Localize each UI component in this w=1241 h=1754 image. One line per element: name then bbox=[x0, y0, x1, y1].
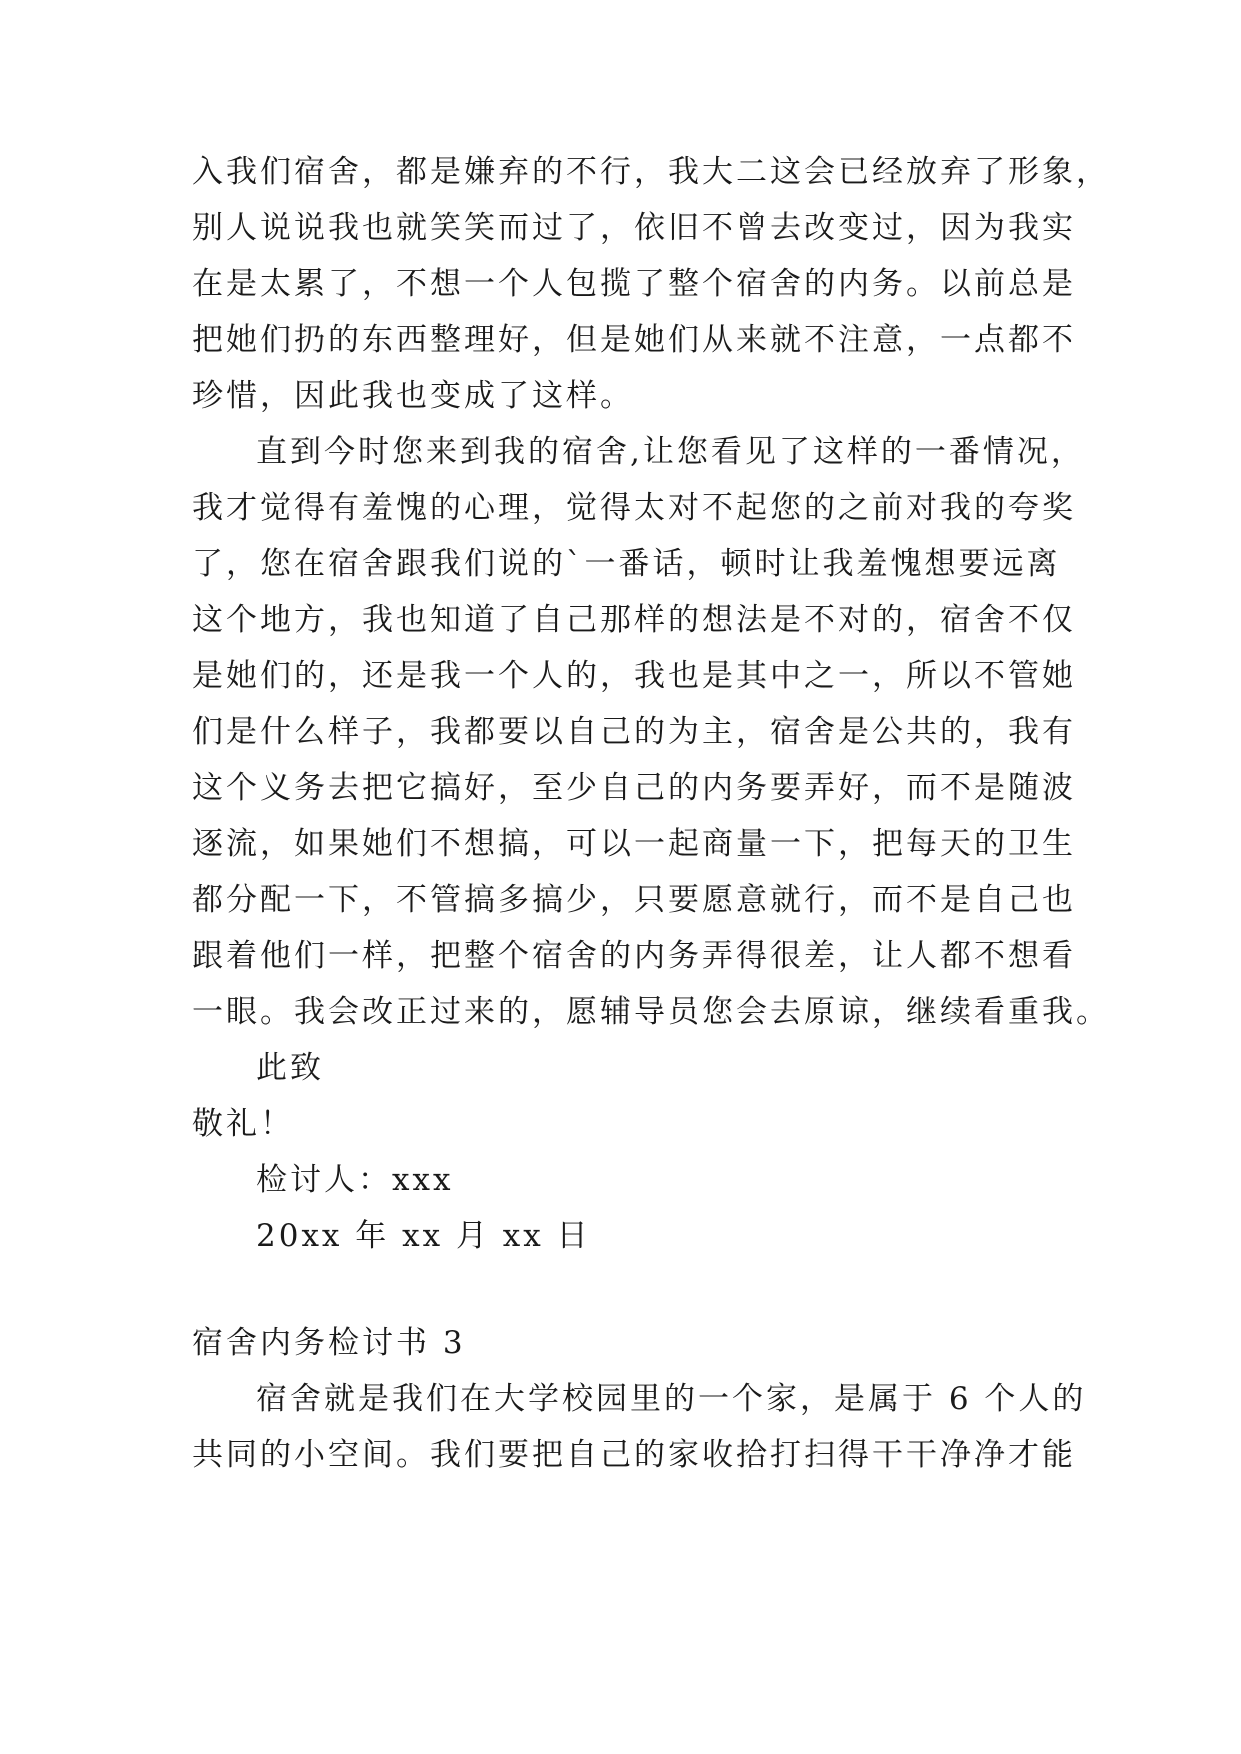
text-line: 都分配一下，不管搞多搞少，只要愿意就行，而不是自己也 bbox=[192, 882, 1076, 918]
paragraph-start: 宿舍就是我们在大学校园里的一个家，是属于 6 个人的 bbox=[256, 1381, 1087, 1417]
text-line: 逐流，如果她们不想搞，可以一起商量一下，把每天的卫生 bbox=[192, 826, 1076, 862]
text-line: 一眼。我会改正过来的，愿辅导员您会去原谅，继续看重我。 bbox=[192, 994, 1110, 1030]
text-line: 们是什么样子，我都要以自己的为主，宿舍是公共的，我有 bbox=[192, 714, 1076, 750]
text-line: 了，您在宿舍跟我们说的`一番话，顿时让我羞愧想要远离 bbox=[192, 546, 1061, 582]
text-line: 把她们扔的东西整理好，但是她们从来就不注意，一点都不 bbox=[192, 322, 1076, 358]
text-line: 这个义务去把它搞好，至少自己的内务要弄好，而不是随波 bbox=[192, 770, 1076, 806]
paragraph-start: 直到今时您来到我的宿舍,让您看见了这样的一番情况， bbox=[256, 434, 1085, 470]
text-line: 共同的小空间。我们要把自己的家收拾打扫得干干净净才能 bbox=[192, 1437, 1076, 1473]
text-line: 别人说说我也就笑笑而过了，依旧不曾去改变过，因为我实 bbox=[192, 210, 1076, 246]
text-line: 这个地方，我也知道了自己那样的想法是不对的，宿舍不仅 bbox=[192, 602, 1076, 638]
closing-regards: 敬礼！ bbox=[192, 1106, 294, 1142]
text-line: 跟着他们一样，把整个宿舍的内务弄得很差，让人都不想看 bbox=[192, 938, 1076, 974]
text-line: 珍惜，因此我也变成了这样。 bbox=[192, 378, 634, 414]
text-line: 在是太累了，不想一个人包揽了整个宿舍的内务。以前总是 bbox=[192, 266, 1076, 302]
text-line: 是她们的，还是我一个人的，我也是其中之一，所以不管她 bbox=[192, 658, 1076, 694]
text-line: 我才觉得有羞愧的心理，觉得太对不起您的之前对我的夸奖 bbox=[192, 490, 1076, 526]
section-title: 宿舍内务检讨书 3 bbox=[192, 1325, 466, 1361]
signature: 检讨人：xxx bbox=[256, 1162, 454, 1198]
date: 20xx 年 xx 月 xx 日 bbox=[256, 1218, 591, 1254]
text-line: 入我们宿舍，都是嫌弃的不行，我大二这会已经放弃了形象， bbox=[192, 154, 1110, 190]
closing-salutation: 此致 bbox=[256, 1050, 324, 1086]
